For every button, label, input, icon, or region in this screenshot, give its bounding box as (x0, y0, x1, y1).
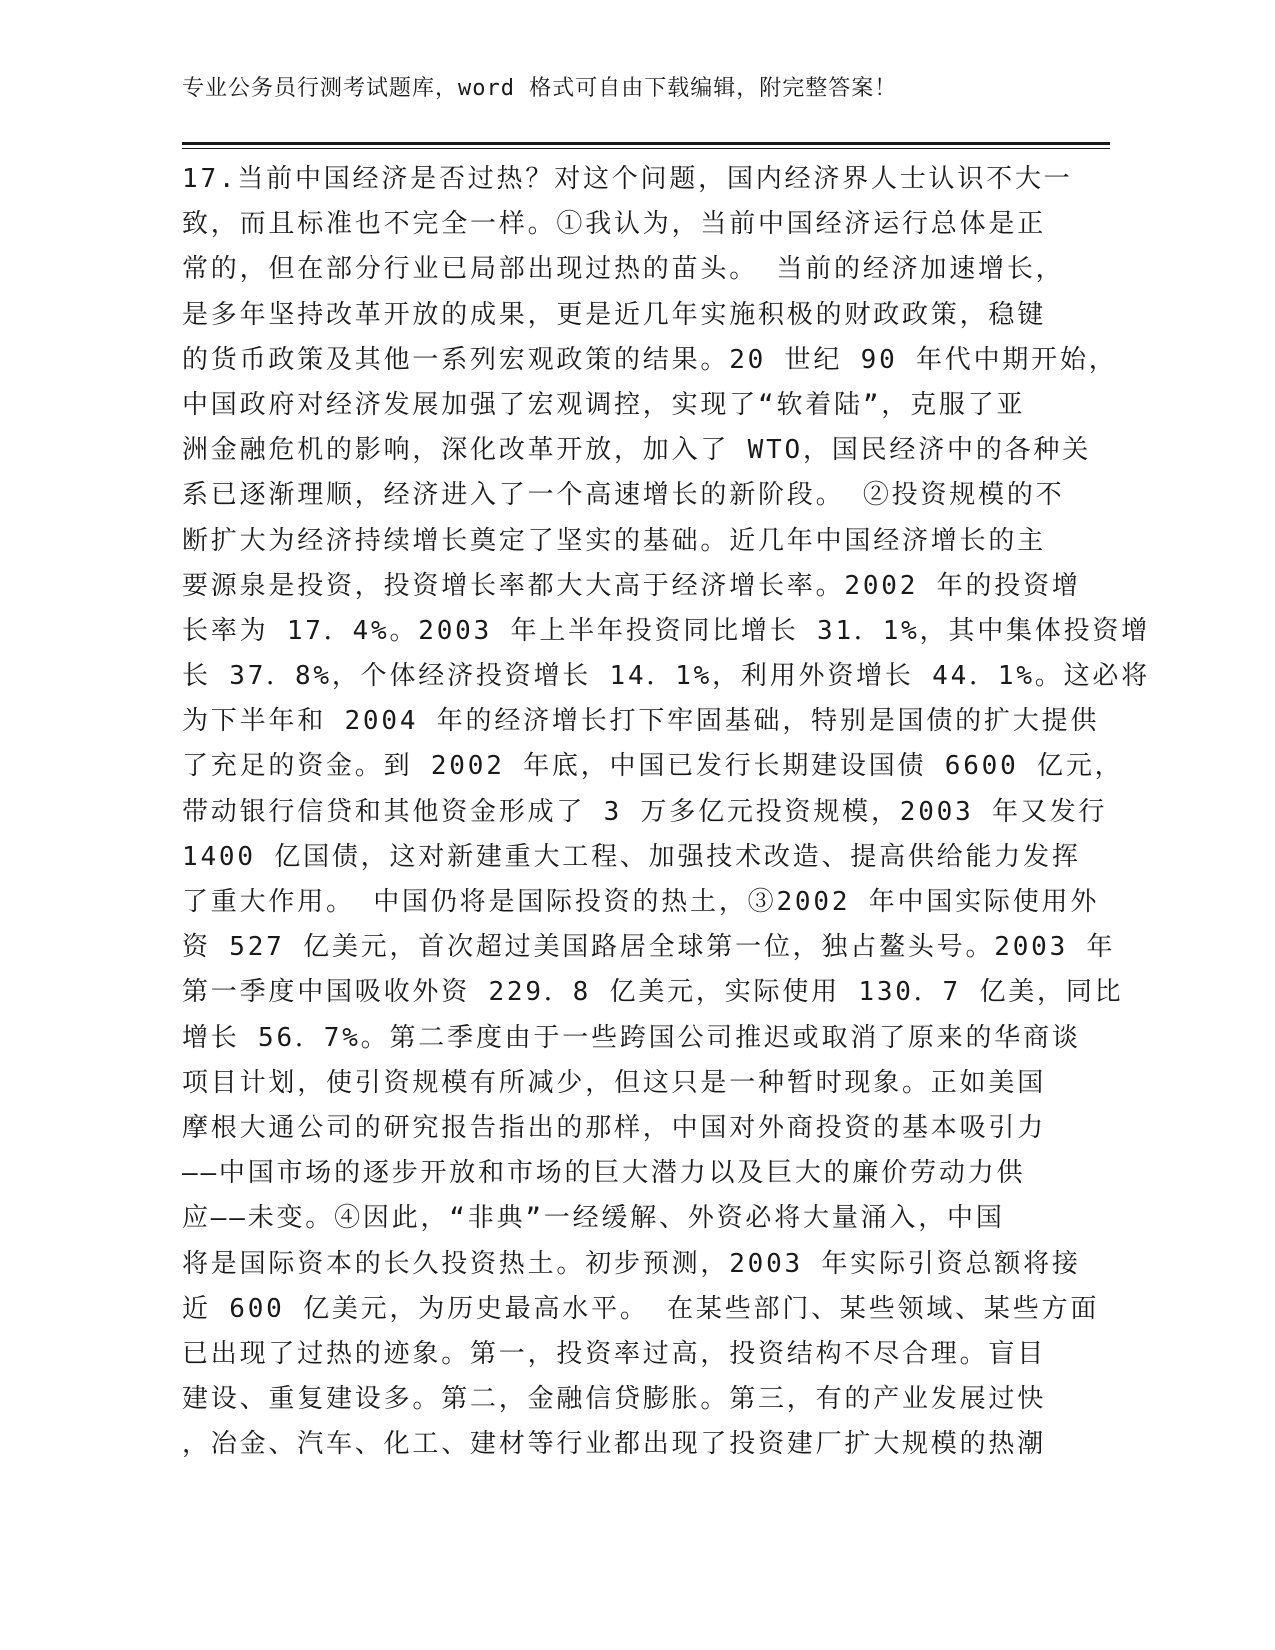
body-line: 摩根大通公司的研究报告指出的那样，中国对外商投资的基本吸引力 (182, 1112, 1047, 1143)
body-line: 17.当前中国经济是否过热？对这个问题，国内经济界人士认识不大一 (182, 164, 1073, 194)
body-line: ——中国市场的逐步开放和市场的巨大潜力以及巨大的廉价劳动力供 (182, 1158, 1026, 1189)
question-body (182, 157, 1150, 1467)
body-line: 带动银行信贷和其他资金形成了 3 万多亿元投资规模，2003 年又发行 (182, 796, 1108, 827)
body-line: 项目计划，使引资规模有所减少，但这只是一种暂时现象。正如美国 (182, 1067, 1047, 1098)
body-line: 了充足的资金。到 2002 年底，中国已发行长期建设国债 6600 亿元， (182, 751, 1124, 782)
body-line: 是多年坚持改革开放的成果，更是近几年实施积极的财政政策，稳键 (182, 299, 1047, 330)
body-line: 系已逐渐理顺，经济进入了一个高速增长的新阶段。 ②投资规模的不 (182, 480, 1065, 511)
body-line: 洲金融危机的影响，深化改革开放，加入了 WTO，国民经济中的各种关 (182, 435, 1092, 466)
body-line: 的货币政策及其他一系列宏观政策的结果。20 世纪 90 年代中期开始， (182, 344, 1118, 375)
body-line: 已出现了过热的迹象。第一，投资率过高，投资结构不尽合理。盲目 (182, 1338, 1047, 1369)
header-rule-thin (182, 148, 1110, 149)
body-line: 了重大作用。 中国仍将是国际投资的热土，③2002 年中国实际使用外 (182, 887, 1100, 917)
body-line: 将是国际资本的长久投资热土。初步预测，2003 年实际引资总额将接 (182, 1248, 1081, 1279)
body-line: 资 527 亿美元，首次超过美国路居全球第一位，独占鳌头号。2003 年 (182, 932, 1116, 963)
body-line: 第一季度中国吸收外资 229．8 亿美元，实际使用 130．7 亿美，同比 (182, 977, 1124, 1008)
body-line: 致，而且标准也不完全一样。①我认为，当前中国经济运行总体是正 (182, 209, 1047, 240)
body-line: 1400 亿国债，这对新建重大工程、加强技术改造、提高供给能力发挥 (182, 841, 1081, 872)
body-line: 近 600 亿美元，为历史最高水平。 在某些部门、某些领域、某些方面 (182, 1293, 1100, 1324)
body-line: 建设、重复建设多。第二，金融信贷膨胀。第三，有的产业发展过快 (182, 1384, 1047, 1415)
body-line: 常的，但在部分行业已局部出现过热的苗头。 当前的经济加速增长， (182, 254, 1065, 285)
body-line: 为下半年和 2004 年的经济增长打下牢固基础，特别是国债的扩大提供 (182, 706, 1100, 737)
body-line: 长率为 17．4%。2003 年上半年投资同比增长 31．1%，其中集体投资增 (182, 615, 1150, 646)
body-line: ，冶金、汽车、化工、建材等行业都出现了投资建厂扩大规模的热潮 (182, 1429, 1047, 1460)
body-line: 中国政府对经济发展加强了宏观调控，实现了“软着陆”，克服了亚 (182, 389, 1026, 420)
body-line: 长 37．8%，个体经济投资增长 14．1%，利用外资增长 44．1%。这必将 (182, 661, 1150, 692)
page-header: 专业公务员行测考试题库，word 格式可自由下载编辑，附完整答案！ (182, 76, 898, 101)
header-rule-thick (182, 142, 1110, 145)
body-line: 应——未变。④因此，“非典”一经缓解、外资必将大量涌入，中国 (182, 1203, 1005, 1234)
body-line: 增长 56．7%。第二季度由于一些跨国公司推迟或取消了原来的华商谈 (182, 1022, 1081, 1053)
body-line: 断扩大为经济持续增长奠定了坚实的基础。近几年中国经济增长的主 (182, 525, 1047, 556)
body-line: 要源泉是投资，投资增长率都大大高于经济增长率。2002 年的投资增 (182, 570, 1081, 601)
